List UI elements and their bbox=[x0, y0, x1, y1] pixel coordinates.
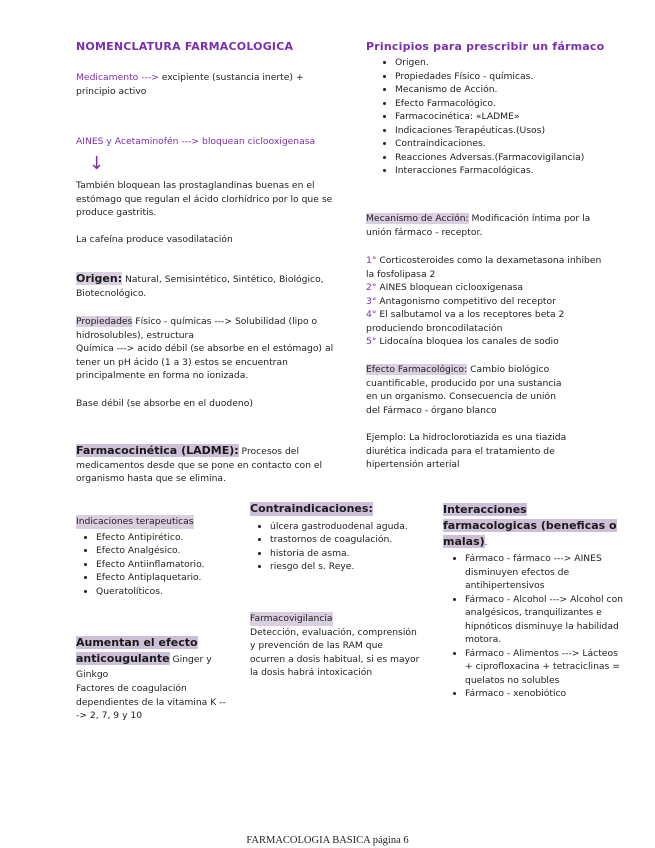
item-text: El salbutamol va a los receptores beta 2 produciendo broncodilatación bbox=[366, 309, 565, 334]
list-item: • Fármaco - Alimentos ---> Lácteos + ciprofloxacina + tetraciclinas = quelatos no solubles bbox=[465, 647, 623, 688]
item-number: 5° bbox=[366, 336, 377, 347]
quimica-text: Química ---> acido débil (se absorbe en el estómago) al tener un pH ácido (1 a 3) estos se encuentran principalmente en forma no ionizada. bbox=[76, 343, 334, 381]
list-item: • Farmacocinética: «LADME» bbox=[395, 110, 625, 124]
contraindicaciones-label: Contraindicaciones: bbox=[250, 502, 373, 515]
aines-label: AINES y Acetaminofén ---> bbox=[76, 136, 200, 147]
efecto-label: Efecto Farmacológico: bbox=[366, 364, 468, 375]
mecanismo-list bbox=[366, 254, 606, 349]
efecto-section bbox=[366, 363, 566, 417]
down-arrow-icon: ↓ bbox=[89, 153, 105, 174]
base-text: Base débil (se absorbe en el duodeno) bbox=[76, 398, 253, 409]
list-item: • trastornos de coagulación. bbox=[270, 533, 430, 547]
item-text: AINES bloquean ciclooxigenasa bbox=[376, 282, 523, 293]
list-item: • Reacciones Adversas.(Farmacovigilancia) bbox=[395, 151, 625, 165]
origen-text: Natural, Semisintético, Sintético, Biológico, Biotecnológico. bbox=[76, 274, 324, 299]
list-item: • Propiedades Físico - químicas. bbox=[395, 70, 625, 84]
page-footer: FARMACOLOGIA BASICA página 6 bbox=[246, 835, 409, 846]
list-item: • Efecto Analgésico. bbox=[96, 544, 246, 558]
mecanismo-label: Mecanismo de Acción: bbox=[366, 213, 469, 224]
item-text: Antagonismo competitivo del receptor bbox=[376, 295, 556, 307]
propiedades-text: Físico - químicas ---> Solubilidad (lipo o hidrosolubles), estructura bbox=[76, 316, 318, 341]
medicamento-text: excipiente (sustancia inerte) + principio activo bbox=[76, 72, 304, 97]
farmacocinetica-section bbox=[76, 444, 326, 486]
aines-text: bloquean ciclooxigenasa bbox=[199, 136, 316, 147]
item-text: Corticosteroides como la dexametasona inhiben la fosfolipasa 2 bbox=[366, 255, 602, 280]
propiedades-label: Propiedades bbox=[76, 316, 133, 327]
list-item bbox=[366, 308, 606, 335]
factores-text: Factores de coagulación dependientes de la vitamina K ---> 2, 7, 9 y 10 bbox=[76, 683, 226, 721]
list-item: • Indicaciones Terapéuticas.(Usos) bbox=[395, 124, 625, 138]
list-item: • historia de asma. bbox=[270, 547, 430, 561]
ejemplo-text: Ejemplo: La hidroclorotiazida es una tiazida diurética indicada para el tratamiento de hipertensión arterial bbox=[366, 432, 567, 470]
mecanismo-section bbox=[366, 212, 606, 239]
contraindicaciones-section bbox=[250, 502, 430, 574]
principios-list bbox=[365, 56, 625, 178]
list-item: • Efecto Farmacológico. bbox=[395, 97, 625, 111]
aumentan-label: Aumentan el efecto anticougulante bbox=[76, 636, 198, 665]
cafeina-text: La cafeína produce vasodilatación bbox=[76, 234, 233, 245]
farmacovigilancia-label: Farmacovigilancia bbox=[250, 613, 333, 624]
list-item: • Efecto Antipirético. bbox=[96, 531, 246, 545]
page-title: NOMENCLATURA FARMACOLOGICA bbox=[76, 40, 294, 53]
propiedades-section bbox=[76, 315, 336, 342]
medicamento-definition bbox=[76, 71, 316, 98]
list-item bbox=[366, 281, 606, 295]
item-text: Lidocaína bloquea los canales de sodio bbox=[376, 336, 559, 347]
interacciones-heading bbox=[443, 502, 623, 550]
list-item: • Efecto Antiplaquetario. bbox=[96, 571, 246, 585]
list-item bbox=[366, 254, 606, 281]
list-item: • Queratolíticos. bbox=[96, 585, 246, 599]
list-item: • Efecto Antiinflamatorio. bbox=[96, 558, 246, 572]
aines-note bbox=[76, 135, 336, 149]
list-item: • Contraindicaciones. bbox=[395, 137, 625, 151]
medicamento-label: Medicamento ---> bbox=[76, 72, 159, 83]
item-number: 3° bbox=[366, 295, 377, 307]
interacciones-label: Interacciones farmacologicas (beneficas o malas) bbox=[443, 503, 617, 548]
list-item: • riesgo del s. Reye. bbox=[270, 560, 430, 574]
farmacocinetica-label: Farmacocinética (LADME): bbox=[76, 444, 239, 457]
list-item: • Fármaco - xenobiótico bbox=[465, 687, 623, 701]
interacciones-section bbox=[443, 502, 623, 701]
aumentan-section bbox=[76, 635, 226, 682]
item-number: 1° bbox=[366, 255, 377, 266]
list-item bbox=[366, 335, 606, 349]
list-item: • Mecanismo de Acción. bbox=[395, 83, 625, 97]
farmacovigilancia-section bbox=[250, 612, 420, 680]
mecanismo-text: Modificación íntima por la unión fármaco - receptor. bbox=[366, 213, 591, 238]
principios-title: Principios para prescribir un fármaco bbox=[366, 40, 605, 53]
item-number: 2° bbox=[366, 282, 377, 293]
efecto-text: Cambio biológico cuantificable, producido por una sustancia en un organismo. Consecuencia de unión del Fármaco - órgano blanco bbox=[366, 364, 562, 416]
list-item: • Fármaco - Alcohol ---> Alcohol con analgésicos, tranquilizantes e hipnóticos disminuye la habilidad motora. bbox=[465, 593, 623, 647]
item-number: 4° bbox=[366, 309, 377, 320]
tambien-text: También bloquean las prostaglandinas buenas en el estómago que regulan el ácido clorhídrico por lo que se produce gastritis. bbox=[76, 180, 333, 218]
indicaciones-section bbox=[76, 515, 246, 598]
list-item: • úlcera gastroduodenal aguda. bbox=[270, 520, 430, 534]
list-item bbox=[366, 295, 606, 309]
indicaciones-label: Indicaciones terapeuticas bbox=[76, 516, 194, 527]
origen-label: Origen: bbox=[76, 272, 123, 285]
interacciones-dot: . bbox=[484, 537, 488, 548]
farmacovigilancia-text: Detección, evaluación, comprensión y prevención de las RAM que ocurren a dosis habitual, si es mayor la dosis habrá intoxicación bbox=[250, 626, 420, 678]
farmacocinetica-text: Procesos del medicamentos desde que se pone en contacto con el organismo hasta que se elimina. bbox=[76, 446, 323, 484]
list-item: • Origen. bbox=[395, 56, 625, 70]
origen-section bbox=[76, 272, 326, 300]
list-item: • Fármaco - fármaco ---> AINES disminuyen efectos de antihipertensivos bbox=[465, 552, 623, 593]
aumentan-text: Ginger y Ginkgo bbox=[76, 654, 212, 680]
list-item: • Interacciones Farmacológicas. bbox=[395, 164, 625, 178]
